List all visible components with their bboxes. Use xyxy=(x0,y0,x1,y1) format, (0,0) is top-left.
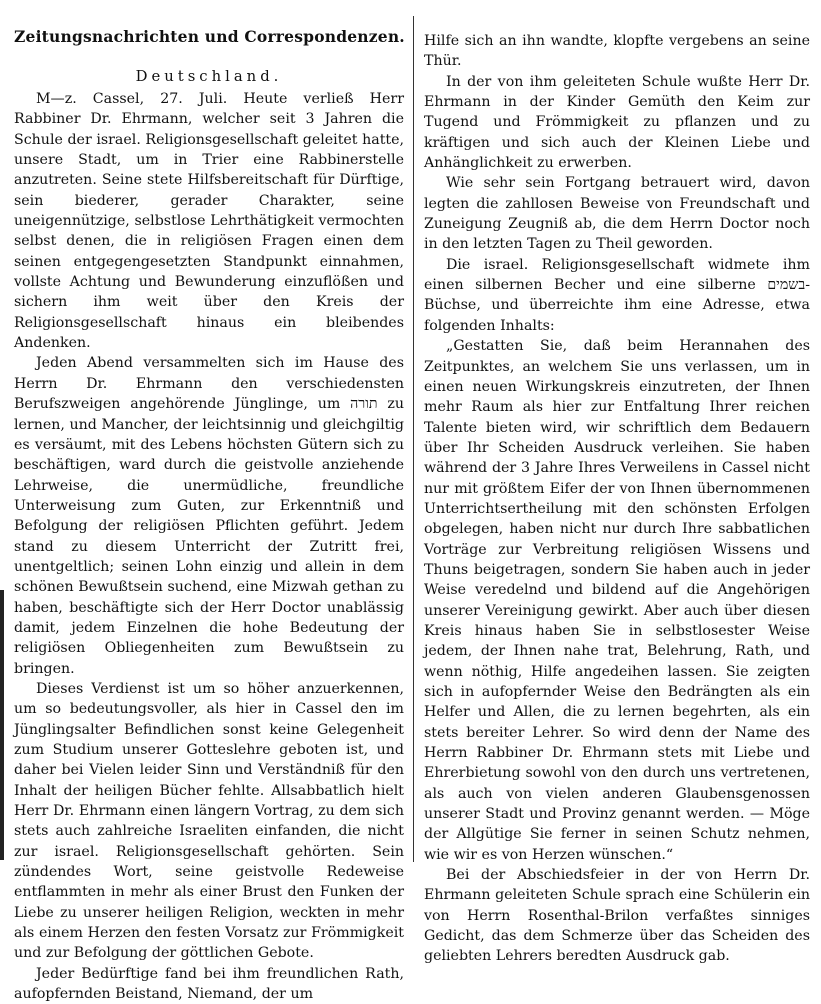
right-column xyxy=(424,31,810,967)
paragraph-2: Jeden Abend versammelten sich im Hause des Herrn Dr. Ehrmann den verschiedensten Berufszweigen angehörende Jünglinge, um תורה zu lernen, und Mancher, der leichtsinnig und gleichgiltig es versäumt, mit des Lebens höchsten Gütern sich zu beschäftigen, ward durch die geistvolle anziehende Lehrweise, die unermüdliche, freundliche Unterweisung zum Guten, zur Erkenntniß und Befolgung der religiösen Pflichten geführt. Jedem stand zu diesem Unterricht der Zutritt frei, unentgeltlich; seinen Lohn einzig und allein in dem schönen Bewußtsein suchend, eine Mizwah gethan zu haben, beschäftigte sich der Herr Doctor unablässig damit, jedem Einzelnen die hohe Bedeutung der religiösen Obliegenheiten zum Bewußtsein zu bringen. xyxy=(14,355,404,677)
paragraph-8: Die israel. Religionsgesellschaft widmete ihm einen silbernen Becher und eine silberne בשמים-Büchse, und überreichte ihm eine Adresse, etwa folgenden Inhalts: xyxy=(424,256,810,334)
paragraph-3: Dieses Verdienst ist um so höher anzuerkennen, um so bedeutungsvoller, als hier in Cassel den im Jünglingsalter Befindlichen sonst keine Gelegenheit zum Studium unserer Gotteslehre geboten ist, und daher bei Vielen leider Sinn und Verständniß für den Inhalt der heiligen Bücher fehlte. Allsabbatlich hielt Herr Dr. Ehrmann einen längern Vortrag, zu dem sich stets auch zahlreiche Israeliten einfanden, die nicht zur israel. Religionsgesellschaft gehörten. Sein zündendes Wort, seine geistvolle Redeweise entflammten in mehr als einer Brust den Funken der Liebe zu unserer heiligen Religion, weckten in mehr als einem Herzen den festen Vorsatz zur Frömmigkeit und zur Befolgung der göttlichen Gebote. xyxy=(14,680,404,962)
column-divider xyxy=(413,16,414,862)
paragraph-5: Hilfe sich an ihn wandte, klopfte vergebens an seine Thür. xyxy=(424,33,810,70)
paragraph-4: Jeder Bedürftige fand bei ihm freundlichen Rath, aufopfernden Beistand, Niemand, der um xyxy=(14,965,404,1003)
scan-edge-shadow xyxy=(0,590,4,860)
section-title: Deutschland. xyxy=(135,68,283,85)
left-column xyxy=(14,26,404,1004)
address-quote: „Gestatten Sie, daß beim Herannahen des Zeitpunktes, an welchem Sie uns verlassen, um in einen neuen Wirkungskreis einzutreten, der Ihnen mehr Raum als hier zur Entfaltung Ihrer reichen Talente bieten wird, wir schriftlich dem Bedauern über Ihr Scheiden Ausdruck verleihen. Sie haben während der 3 Jahre Ihres Verweilens in Cassel nicht nur mit größtem Eifer der von Ihnen übernommenen Unterrichtsertheilung mit den schönsten Erfolgen obgelegen, haben nicht nur durch Ihre sabbatlichen Vorträge zur Verbreitung religiösen Wissens und Thuns beigetragen, sondern Sie haben auch in jeder Weise veredelnd und bildend auf die Angehörigen unserer Vereinigung gewirkt. Aber auch über diesen Kreis hinaus haben Sie in selbstlosester Weise jedem, der Ihnen nahe trat, Belehrung, Rath, und wenn nöthig, Hilfe angedeihen lassen. Sie zeigten sich in aufopfernder Weise den Bedrängten als ein Helfer und Allen, die zu lernen begehrten, als ein stets bereiter Lehrer. So wird denn der Name des Herrn Rabbiner Dr. Ehrmann stets mit Liebe und Ehrerbietung sowohl von den durch uns vertretenen, als auch von vielen anderen Glaubensgenossen unserer Stadt und Provinz genannt werden. — Möge der Allgütige Sie ferner in seinen Schutz nehmen, wie wir es von Herzen wünschen.“ xyxy=(424,338,810,863)
paragraph-10: Bei der Abschiedsfeier in der von Herrn Dr. Ehrmann geleiteten Schule sprach eine Schülerin ein von Herrn Rosenthal-Brilon verfaßtes sinniges Gedicht, das dem Schmerze über das Scheiden des geliebten Lehrers beredten Ausdruck gab. xyxy=(424,867,810,965)
paragraph-7: Wie sehr sein Fortgang betrauert wird, davon legten die zahllosen Beweise von Freundschaft und Zuneigung Zeugniß ab, die dem Herrn Doctor noch in den letzten Tagen zu Theil geworden. xyxy=(424,175,810,253)
paragraph-6: In der von ihm geleiteten Schule wußte Herr Dr. Ehrmann in der Kinder Gemüth den Keim zur Tugend und Frömmigkeit zu pflanzen und zu kräftigen und sich auch der Kleinen Liebe und Anhänglichkeit zu erwerben. xyxy=(424,73,810,172)
page-heading: Zeitungsnachrichten und Correspondenzen. xyxy=(14,27,405,46)
paragraph-1: M—z. Cassel, 27. Juli. Heute verließ Herr Rabbiner Dr. Ehrmann, welcher seit 3 Jahren die Schule der israel. Religionsgesellschaft geleitet hatte, unsere Stadt, um in Trier eine Rabbinerstelle anzutreten. Seine stete Hilfsbereitschaft für Dürftige, sein biederer, gerader Charakter, seine uneigennützige, selbstlose Lehrthätigkeit vermochten selbst denen, die in religiösen Fragen einen dem seinen entgegengesetzten Standpunkt einnahmen, vollste Achtung und Bewunderung einzuflößen und sichern ihm weit über den Kreis der Religionsgesellschaft hinaus ein bleibendes Andenken. xyxy=(14,91,404,352)
